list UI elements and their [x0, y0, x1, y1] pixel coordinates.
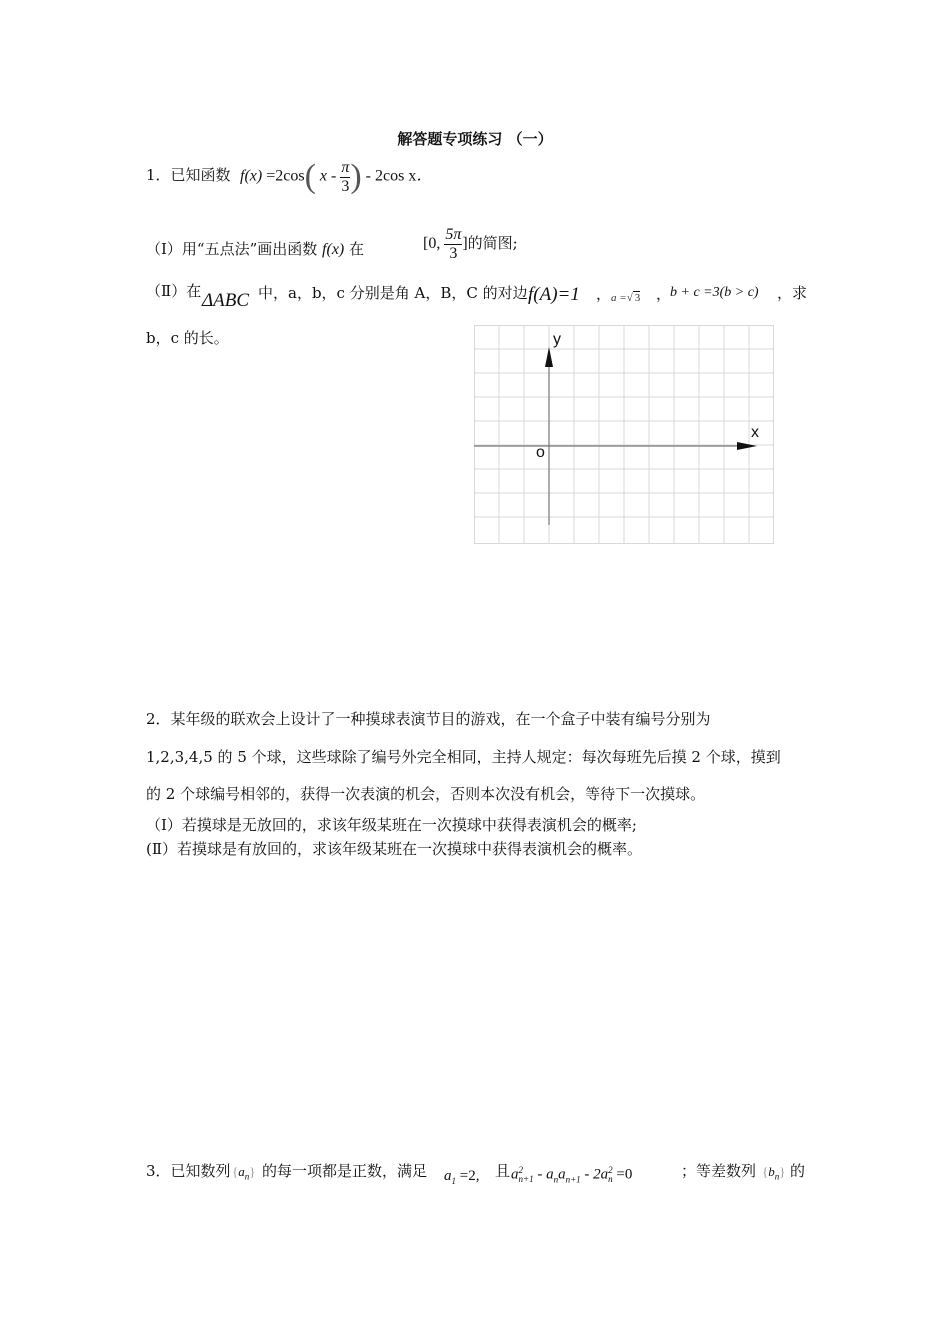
- frac-denominator: 3: [449, 245, 458, 262]
- q3-suffix: 的: [790, 1162, 806, 1180]
- interval-open: [0,: [423, 235, 441, 253]
- seq-b-letter: b: [768, 1164, 775, 1179]
- q1-part2-prefix: （Ⅱ）在: [146, 282, 202, 300]
- sequence-a: $\{a_n\}$: [232, 1164, 256, 1182]
- a1-letter: a: [444, 1168, 452, 1184]
- and-text: 且: [495, 1162, 511, 1180]
- comma: ，: [596, 285, 612, 303]
- a-equals: a =: [611, 292, 627, 304]
- q1-part2-mid: 中，a，b，c 分别是角 A，B，C 的对边，: [258, 284, 543, 302]
- page-title: 解答题专项练习 （一）: [397, 130, 553, 148]
- q3-mid2: 等差数列: [696, 1162, 757, 1180]
- formula-inner: x -: [319, 167, 337, 185]
- sequence-b: $\{b_n\}$: [762, 1164, 786, 1182]
- seq-a-sub: n: [244, 1171, 250, 1182]
- frac-denominator: 3: [341, 177, 350, 195]
- q3-mid1: 的每一项都是正数，满足: [262, 1162, 428, 1180]
- a-equals-sqrt3: a =√ 3: [611, 292, 641, 304]
- x-axis-arrow: [737, 442, 757, 450]
- sqrt-3: 3: [634, 292, 641, 304]
- q1-intro: [146, 164, 231, 185]
- formula-lhs: f(x): [240, 167, 263, 185]
- eq-c: - 2a: [580, 1166, 609, 1183]
- q3-prefix: 3．已知数列: [146, 1162, 231, 1180]
- eq-end: =0: [612, 1166, 633, 1183]
- eq-a-sub: n+1: [518, 1174, 534, 1184]
- eq-a-sup: 2: [518, 1165, 523, 1175]
- eq-mid: - a: [533, 1166, 554, 1183]
- semicolon: ；: [681, 1162, 697, 1180]
- y-axis-label: y: [553, 331, 561, 348]
- q1-part2-suffix: ，求: [777, 284, 808, 302]
- q1-part2-line2: b，c 的长。: [146, 329, 229, 347]
- q2-line2: 1,2,3,4,5 的 5 个球，这些球除了编号外完全相同，主持人规定：每次每班先后摸 2 个球，摸到: [146, 748, 781, 766]
- frac-numerator: π: [341, 158, 350, 176]
- seq-b-sub: n: [774, 1171, 780, 1182]
- eq-a: a: [511, 1166, 519, 1183]
- q1-number-text: 1．已知函数: [146, 166, 231, 184]
- frac-numerator: 5π: [445, 226, 462, 243]
- eq-c-sub: n: [608, 1174, 613, 1184]
- x-axis-label: x: [751, 424, 759, 441]
- triangle-abc: ΔABC: [202, 290, 250, 311]
- part1-fx: f(x): [322, 241, 345, 258]
- part1-prefix: （Ⅰ）用“五点法”画出函数: [146, 240, 318, 258]
- five-pi-over-3-fraction: [444, 226, 462, 263]
- seq-a-letter: a: [238, 1164, 245, 1179]
- comma: ，: [656, 285, 672, 303]
- eq-mid-b: a: [558, 1166, 566, 1183]
- eq-c-sup: 2: [608, 1165, 613, 1175]
- q2-part1: （Ⅰ）若摸球是无放回的，求该年级某班在一次摸球中获得表演机会的概率;: [146, 816, 637, 834]
- formula-cos: =2cos: [266, 167, 305, 185]
- eq-mid-sub2: n+1: [565, 1174, 581, 1185]
- eq-mid-sub1: n: [553, 1174, 559, 1185]
- q1-part1-interval: [423, 226, 518, 263]
- q1-function-formula: f(x) =2cos( x - $\frac{\pi}{3}$ ) - 2cos x．: [240, 158, 433, 195]
- q1-part1: [146, 238, 364, 259]
- b-plus-c-condition: b + c =3(b > c): [670, 285, 759, 300]
- coordinate-grid: [474, 325, 774, 544]
- origin-label: o: [536, 444, 545, 461]
- fA-equation: f(A)=1: [528, 284, 580, 305]
- interval-close: ]: [462, 235, 468, 253]
- a1-sub: 1: [451, 1176, 456, 1186]
- recurrence-equation: [511, 1166, 632, 1184]
- part1-mid: 在: [349, 240, 365, 258]
- pi-over-3-fraction: [340, 159, 350, 196]
- q2-line3: 的 2 个球编号相邻的，获得一次表演的机会，否则本次没有机会，等待下一次摸球。: [146, 785, 706, 803]
- part1-suffix: 的简图;: [467, 234, 518, 253]
- formula-tail: - 2cos x: [365, 167, 417, 185]
- q2-part2: (Ⅱ）若摸球是有放回的，求该年级某班在一次摸球中获得表演机会的概率。: [146, 840, 643, 858]
- end-dot: ．: [416, 167, 433, 185]
- q2-line1: 2．某年级的联欢会上设计了一种摸球表演节目的游戏，在一个盒子中装有编号分别为: [146, 710, 711, 728]
- a1-value: =2,: [456, 1168, 480, 1184]
- y-axis-arrow: [545, 347, 553, 367]
- a1-condition: [444, 1168, 479, 1186]
